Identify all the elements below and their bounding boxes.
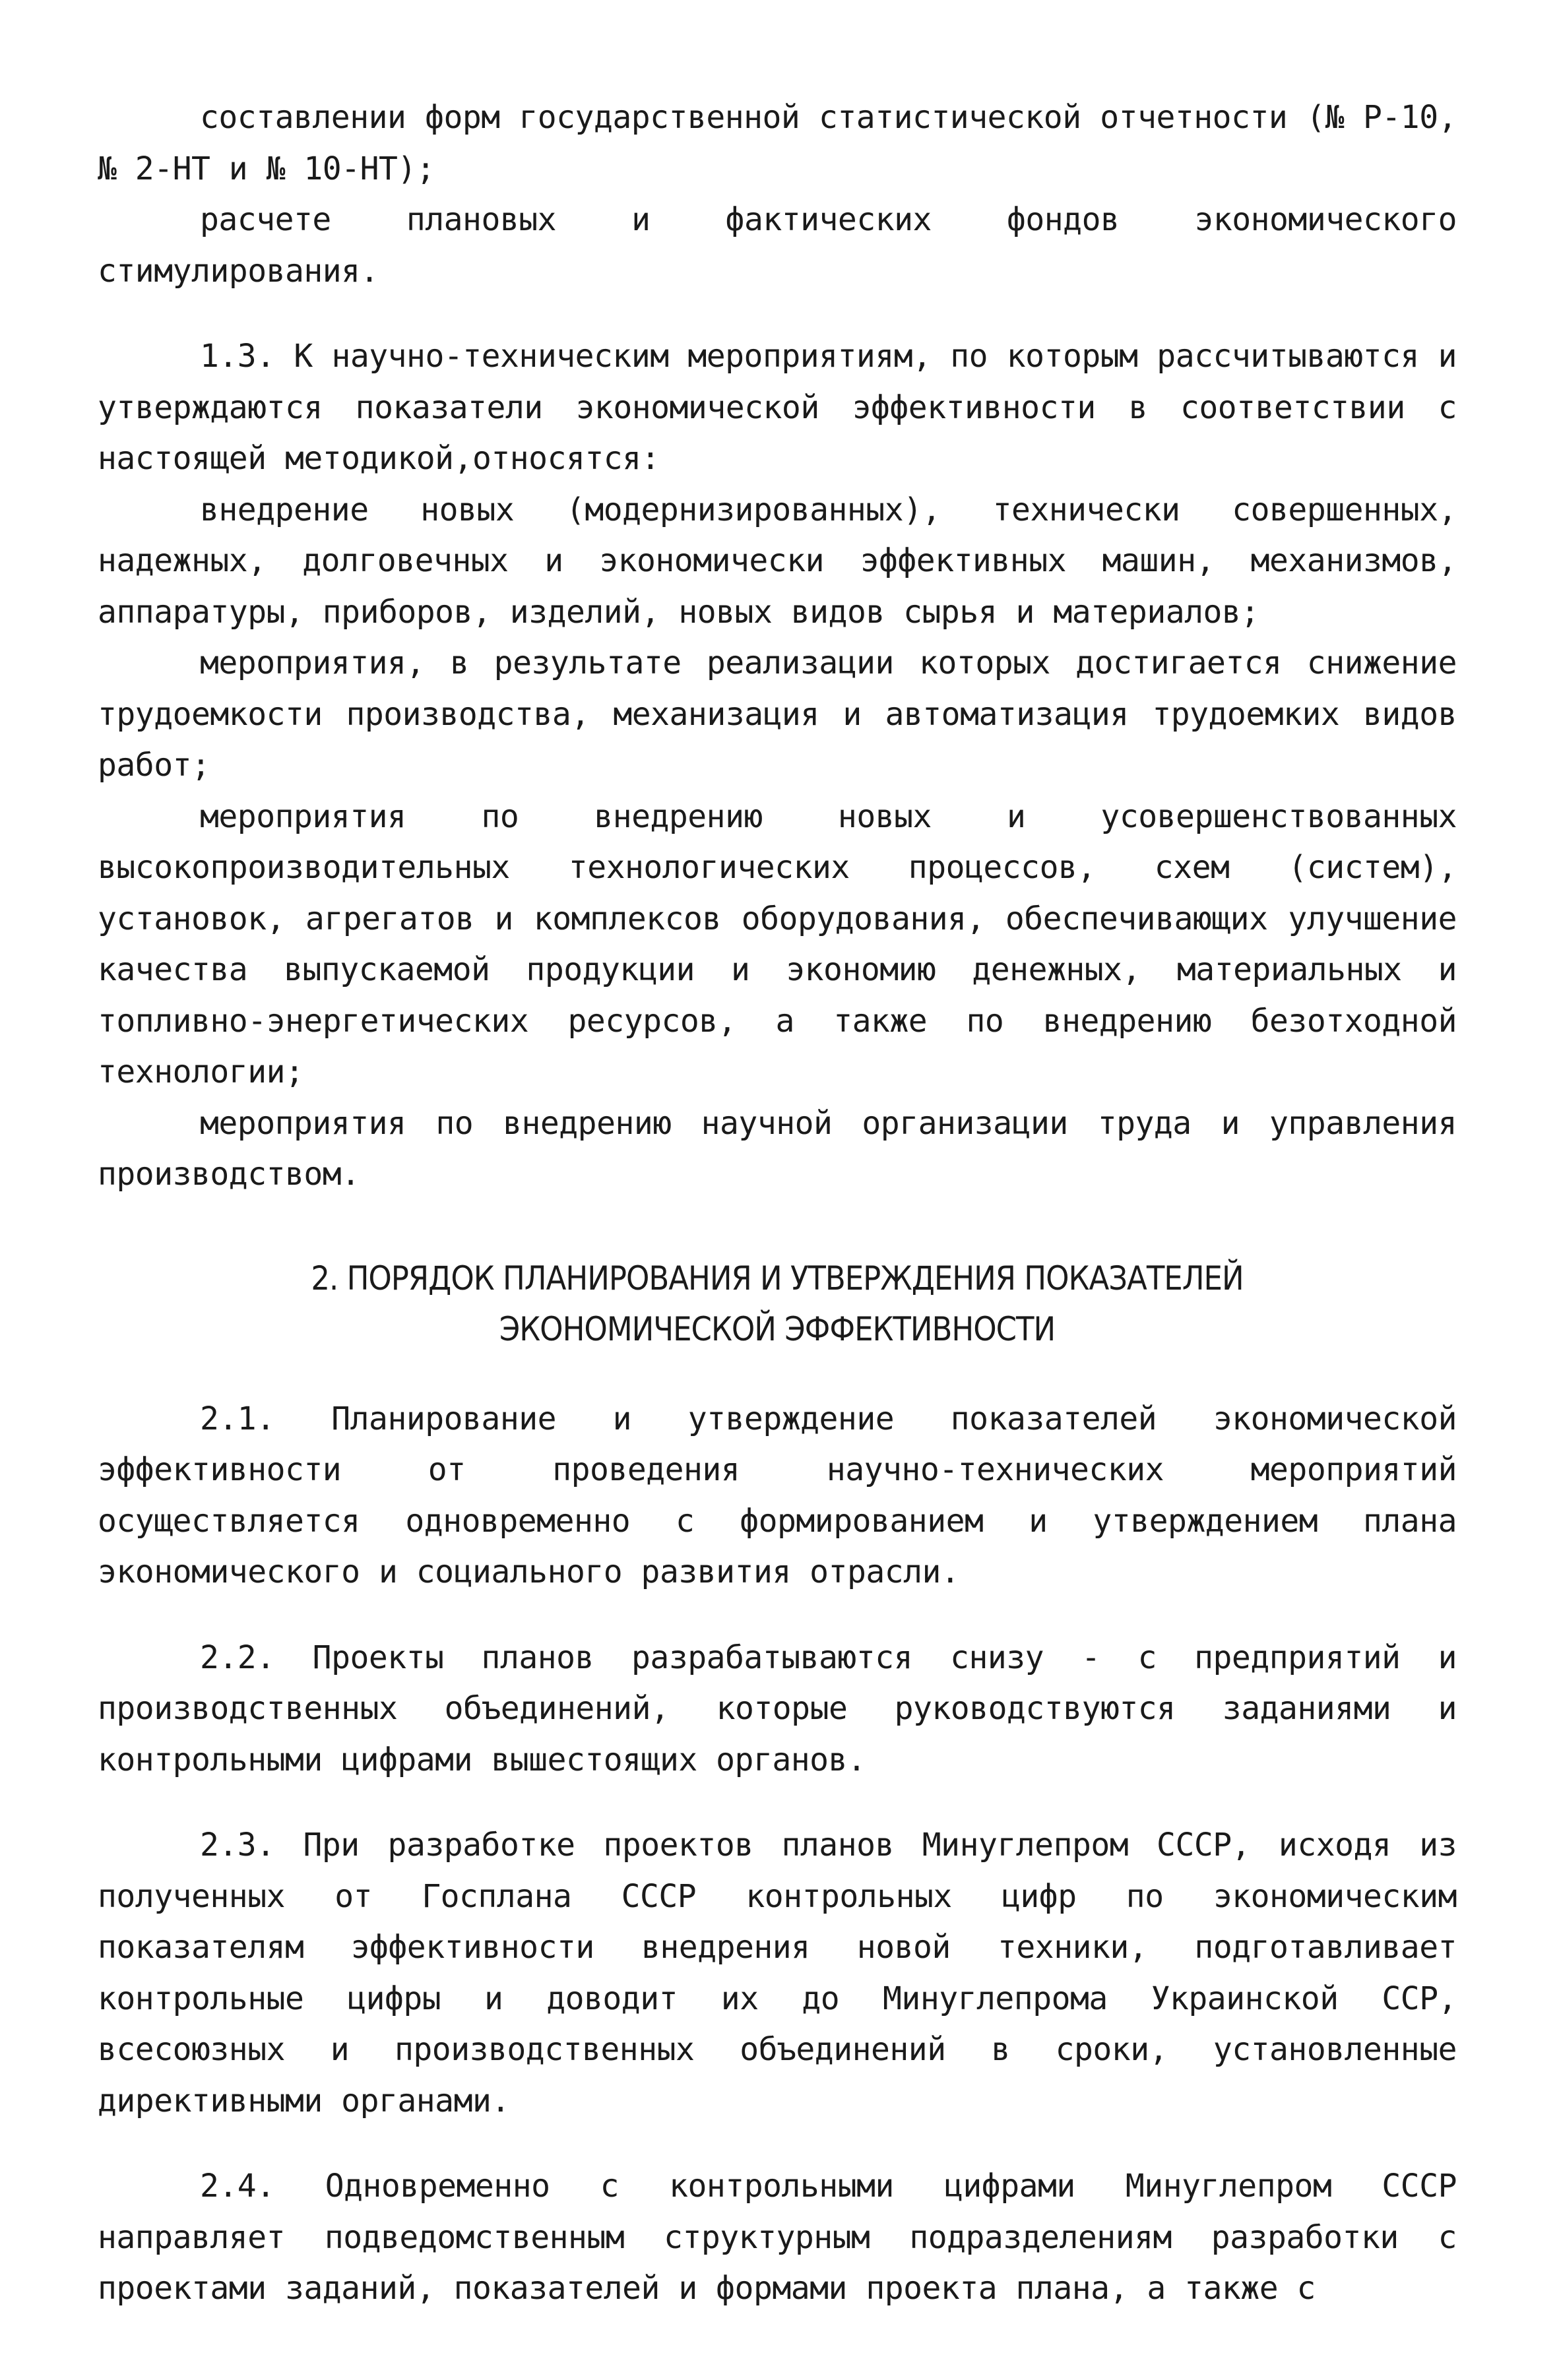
list-item-new-machines: внедрение новых (модернизированных), технически совершенных, надежных, долговечных и экономически эффективных машин, механизмов, аппаратуры, приборов, изделий, новых видов сырья и материалов; xyxy=(98,491,1457,631)
paragraph-2-4: 2.4. Одновременно с контрольными цифрами Минуглепром СССР направляет подведомственным структурным подразделениям разработки с проектами заданий, показателей и формами проекта плана, а также с xyxy=(98,2168,1457,2307)
list-item-technologies: мероприятия по внедрению новых и усовершенствованных высокопроизводительных технологических процессов, схем (систем), установок, агрегатов и комплексов оборудования, обеспечивающих улучшение качества выпускаемой продукции и экономию денежных, материальных и топливно-энергетических ресурсов, а также по внедрению безотходной технологии; xyxy=(98,798,1457,1090)
paragraph-2-3: 2.3. При разработке проектов планов Минуглепром СССР, исходя из полученных от Госплана СССР контрольных цифр по экономическим показателям эффективности внедрения новой техники, подготавливает контрольные цифры и доводит их до Минуглепрома Украинской ССР, всесоюзных и производственных объединений в сроки, установленные директивными органами. xyxy=(98,1827,1457,2119)
section-heading-line-1: 2. ПОРЯДОК ПЛАНИРОВАНИЯ И УТВЕРЖДЕНИЯ ПОКАЗАТЕЛЕЙ xyxy=(311,1259,1244,1298)
list-item-labor-reduction: мероприятия, в результате реализации которых достигается снижение трудоемкости производства, механизация и автоматизация трудоемких видов работ; xyxy=(98,644,1457,784)
list-item-labor-organization: мероприятия по внедрению научной организации труда и управления производством. xyxy=(98,1104,1457,1193)
paragraph-report-forms: составлении форм государственной статистической отчетности (№ Р-10, № 2-НТ и № 10-НТ); xyxy=(98,99,1457,187)
paragraph-2-1: 2.1. Планирование и утверждение показателей экономической эффективности от проведения научно-технических мероприятий осуществляется одновременно с формированием и утверждением плана экономического и социального развития отрасли. xyxy=(98,1400,1457,1590)
section-heading-line-2: ЭКОНОМИЧЕСКОЙ ЭФФЕКТИВНОСТИ xyxy=(499,1310,1056,1348)
document-body xyxy=(98,92,1457,2315)
paragraph-1-3: 1.3. К научно-техническим мероприятиям, по которым рассчитываются и утверждаются показатели экономической эффективности в соответствии с настоящей методикой,относятся: xyxy=(98,338,1457,477)
paragraph-2-2: 2.2. Проекты планов разрабатываются снизу - с предприятий и производственных объединений, которые руководствуются заданиями и контрольными цифрами вышестоящих органов. xyxy=(98,1639,1457,1778)
paragraph-incentive-funds: расчете плановых и фактических фондов экономического стимулирования. xyxy=(98,201,1457,290)
section-heading xyxy=(98,1253,1457,1356)
